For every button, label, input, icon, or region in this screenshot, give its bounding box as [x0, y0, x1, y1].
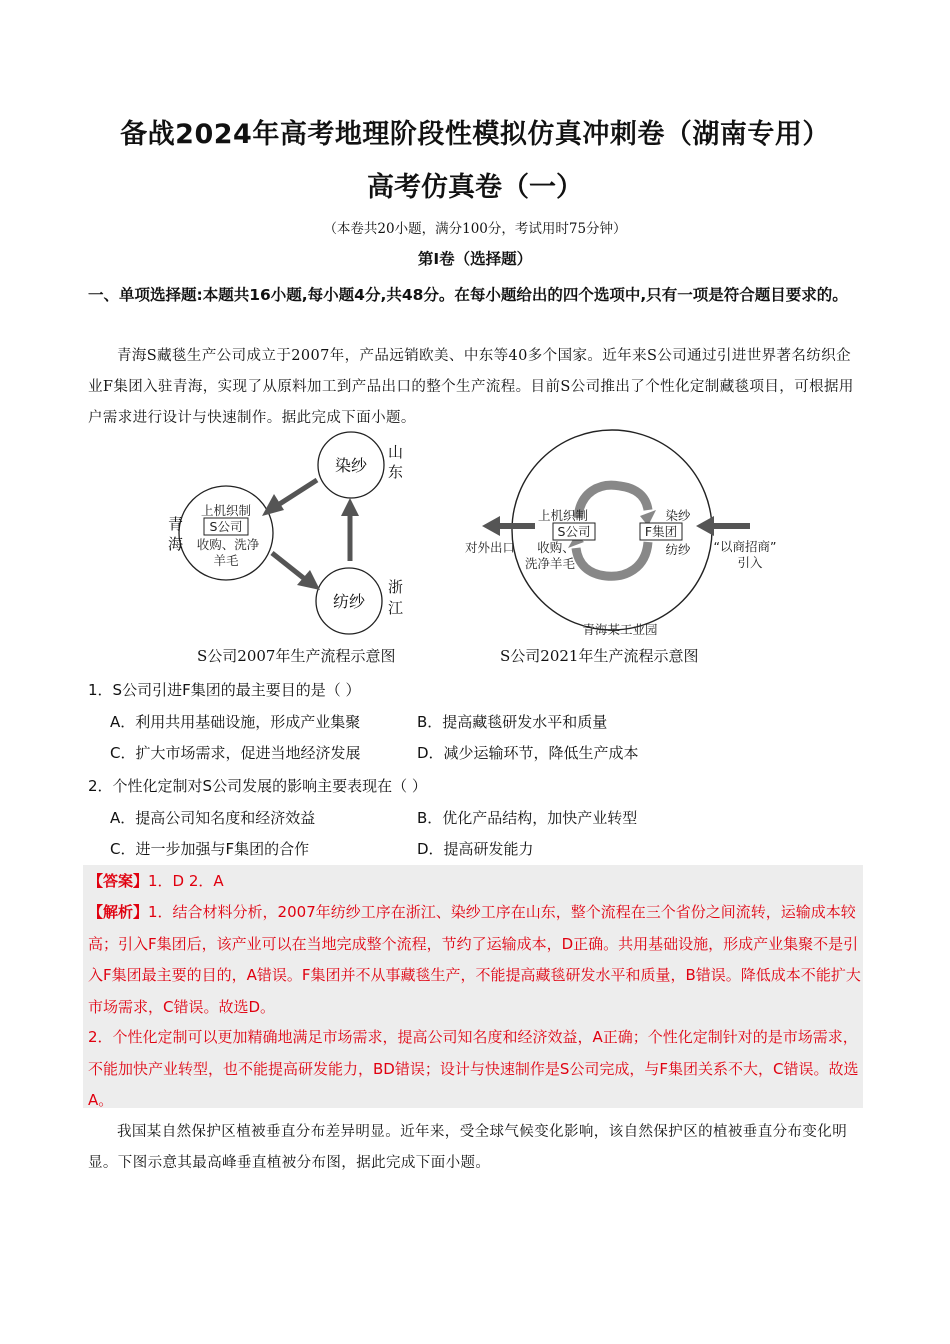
- arrow-dye-to-qinghai: [262, 480, 317, 516]
- f2-left-box: S公司: [557, 524, 591, 539]
- figure1-caption: S公司2007年生产流程示意图: [197, 647, 396, 665]
- section-instructions: 一、单项选择题:本题共16小题,每小题4分,共48分。在每小题给出的四个选项中,只有一项是符合题目要求的。: [88, 286, 848, 304]
- page-subtitle: 高考仿真卷（一）: [367, 172, 583, 203]
- q2-option-d[interactable]: D．提高研发能力: [417, 840, 534, 858]
- analysis-p2: 2．个性化定制可以更加精确地满足市场需求，提高公司知名度和经济效益，A正确；个性化定制针对的是市场需求，不能加快产业转型，也不能提高研发能力，BD错误；设计与快速制作是S公司完成，与F集团关系不大，C错误。故选A。: [88, 1028, 859, 1109]
- label-jiang: 江: [388, 599, 404, 617]
- left-line4: 羊毛: [213, 553, 239, 568]
- question-2-stem: 2．个性化定制对S公司发展的影响主要表现在（ ）: [88, 777, 427, 795]
- label-hai: 海: [168, 535, 184, 553]
- q2-option-a[interactable]: A．提高公司知名度和经济效益: [110, 809, 316, 827]
- left-line1: 上机织制: [200, 503, 252, 518]
- f2-invest-1: “以商招商”: [713, 539, 777, 554]
- f2-left-line1: 上机织制: [537, 508, 589, 523]
- q1-option-c[interactable]: C．扩大市场需求，促进当地经济发展: [110, 744, 361, 762]
- q2-option-b[interactable]: B．优化产品结构，加快产业转型: [417, 809, 638, 827]
- q2-option-c[interactable]: C．进一步加强与F集团的合作: [110, 840, 310, 858]
- f2-park: 青海某工业园: [582, 622, 658, 637]
- section-heading: 第Ⅰ卷（选择题）: [417, 250, 533, 268]
- answer-line: [88, 866, 863, 898]
- f2-right-box: F集团: [644, 524, 678, 539]
- analysis-p1: [88, 897, 863, 1023]
- left-box: S公司: [209, 519, 243, 534]
- passage-2: 我国某自然保护区植被垂直分布差异明显。近年来，受全球气候变化影响，该自然保护区的植被垂直分布变化明显。下图示意其最高峰垂直植被分布图，据此完成下面小题。: [88, 1124, 848, 1171]
- label-dong: 东: [388, 463, 404, 481]
- figure-2007-flow: [160, 430, 430, 645]
- node-dyeing: 染纱: [334, 456, 368, 475]
- node-spinning: 纺纱: [332, 592, 366, 611]
- q1-option-d[interactable]: D．减少运输环节，降低生产成本: [417, 744, 639, 762]
- f2-right-top: 染纱: [665, 508, 691, 523]
- q1-option-a[interactable]: A．利用共用基础设施，形成产业集聚: [110, 713, 361, 731]
- answer-text: 1．D 2．A: [148, 872, 224, 890]
- passage-1: 青海S藏毯生产公司成立于2007年，产品远销欧美、中东等40多个国家。近年来S公司通过引进世界著名纺织企业F集团入驻青海，实现了从原料加工到产品出口的整个生产流程。目前S公司推出了个性化定制藏毯项目，可根据用户需求进行设计与快速制作。据此完成下面小题。: [88, 348, 854, 426]
- left-line3: 收购、洗净: [196, 537, 260, 552]
- f2-invest-2: 引入: [737, 555, 763, 570]
- answer-label: 【答案】: [88, 872, 149, 890]
- exam-note: （本卷共20小题，满分100分，考试用时75分钟）: [323, 221, 627, 237]
- label-zhe: 浙: [388, 578, 404, 596]
- f2-left-line4: 洗净羊毛: [524, 556, 576, 571]
- f2-export: 对外出口: [464, 540, 516, 555]
- f2-left-line3: 收购、: [537, 540, 575, 555]
- analysis-label: 【解析】: [88, 903, 149, 921]
- label-qing: 青: [168, 515, 184, 533]
- label-shan: 山: [388, 443, 404, 461]
- figure2-caption: S公司2021年生产流程示意图: [500, 647, 699, 665]
- analysis-text-1: 1．结合材料分析，2007年纺纱工序在浙江、染纱工序在山东，整个流程在三个省份之间流转，运输成本较高；引入F集团后，该产业可以在当地完成整个流程，节约了运输成本，D正确。共用基础设施，形成产业集聚不是引入F集团最主要的目的，A错误。F集团并不从事藏毯生产，不能提高藏毯研发水平和质量，B错误。降低成本不能扩大市场需求，C错误。故选D。: [88, 903, 861, 1016]
- arrow-spin-to-dye: [341, 498, 359, 561]
- question-1-stem: 1．S公司引进F集团的最主要目的是（ ）: [88, 681, 361, 699]
- page-title: 备战2024年高考地理阶段性模拟仿真冲刺卷（湖南专用）: [120, 119, 830, 150]
- q1-option-b[interactable]: B．提高藏毯研发水平和质量: [417, 713, 608, 731]
- figure-2021-flow: [460, 430, 777, 645]
- arrow-qinghai-to-spin: [272, 553, 320, 590]
- f2-right-bottom: 纺纱: [665, 542, 691, 557]
